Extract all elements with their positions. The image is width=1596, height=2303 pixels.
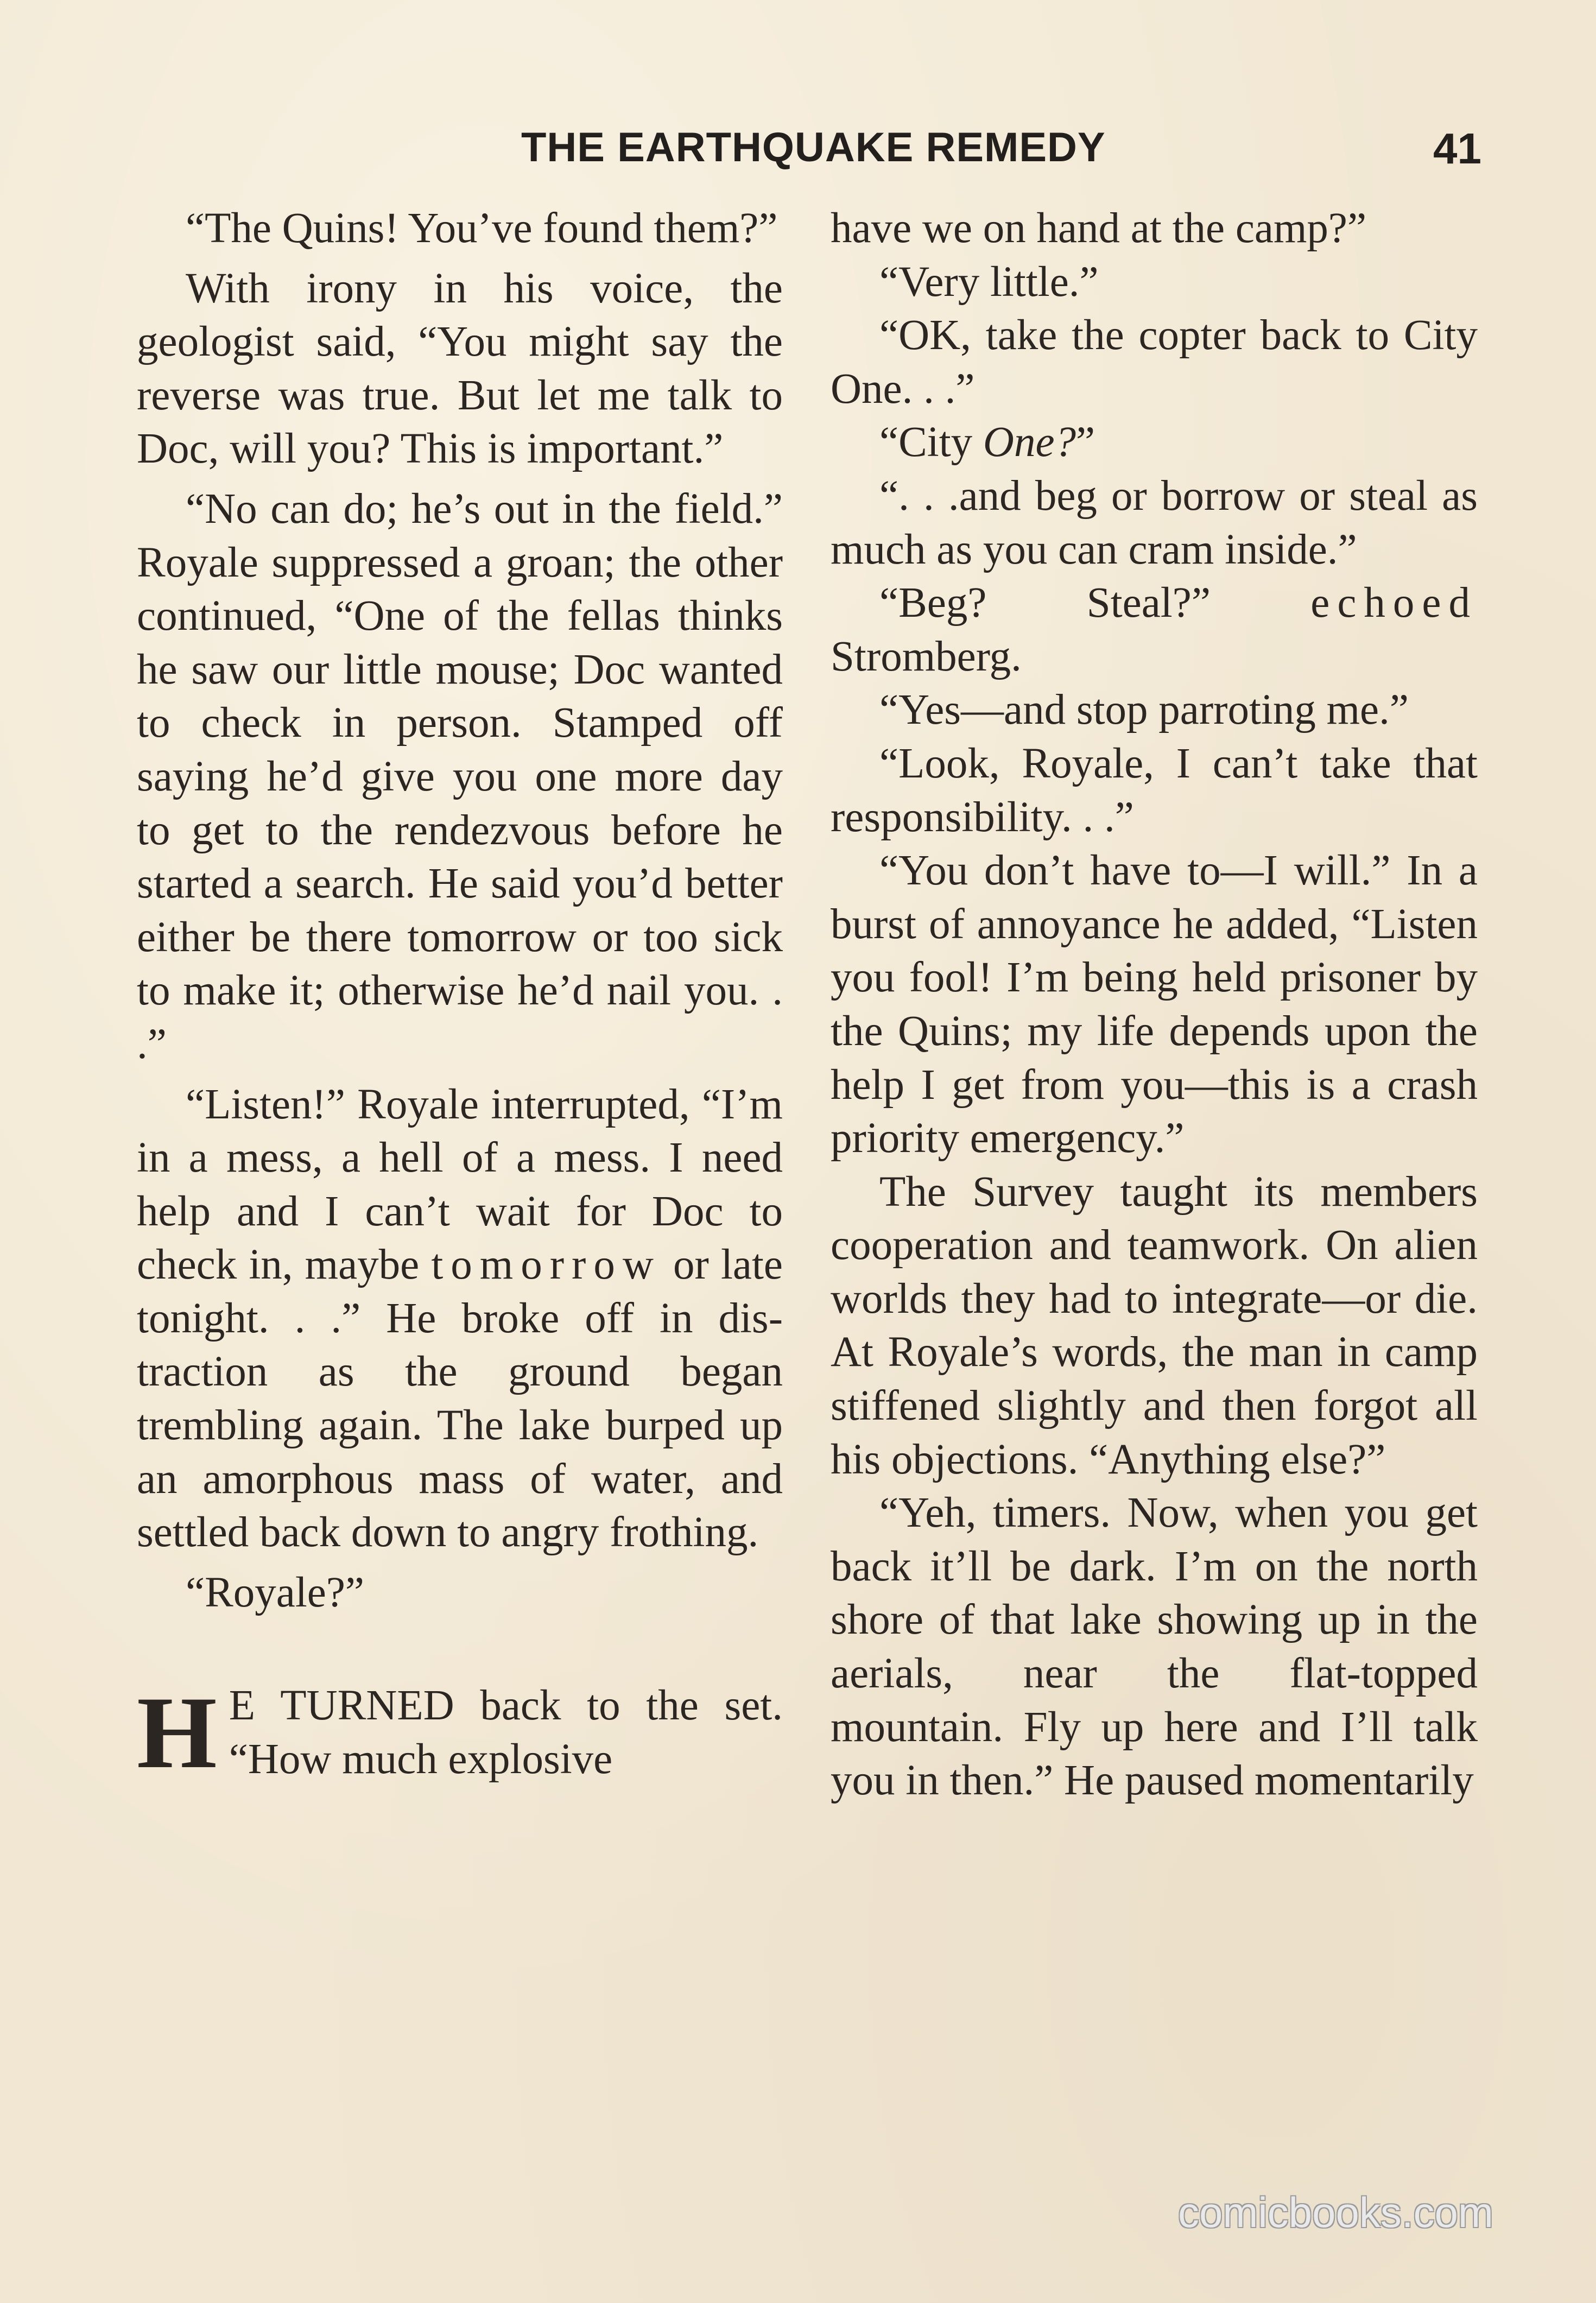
text-run: “City [879, 419, 983, 466]
paragraph [137, 1078, 783, 1560]
spaced-word: tomorrow [431, 1241, 661, 1289]
left-column [137, 202, 783, 1790]
paragraph: “Yes—and stop parroting me.” [879, 686, 1409, 734]
paragraph: The Survey taught its members cooperation and teamwork. On alien worlds they had to integrate—or die. At Royale’s words, the man in camp stiffened slightly and then forgot all his objections. “Anything else?” [831, 1168, 1478, 1483]
paragraph: “Very little.” [879, 258, 1099, 306]
spaced-word: echoed [1310, 579, 1478, 627]
lead-in-caps: E TURNED [229, 1682, 454, 1730]
paragraph: “OK, take the copter back to City One. . .” [831, 312, 1478, 413]
text-run: “Beg? Steal?” [879, 579, 1311, 627]
text-run: “Listen!” Royale interrupted, “I’m in a mess, a hell of a mess. I need help and I can’t wait for Doc to check in, maybe [137, 1080, 783, 1289]
italic-text: One? [983, 419, 1076, 466]
paragraph: “The Quins! You’ve found them?” [186, 205, 778, 252]
paragraph [831, 577, 1478, 684]
paragraph-continued: have we on hand at the camp?” [831, 205, 1367, 252]
paragraph: “. . .and beg or borrow or steal as much as you can cram inside.” [831, 472, 1478, 573]
paragraph: “Royale?” [186, 1568, 364, 1616]
paragraph: “Yeh, timers. Now, when you get back it’ll be dark. I’m on the north shore of that lake showing up in the aerials, near the flat-topped mountain. Fly up here and I’ll talk you in then.” He paused momentarily [831, 1489, 1478, 1805]
paragraph [831, 416, 1478, 470]
watermark-logo: comicbooks.com [1178, 2188, 1493, 2236]
paragraph: With irony in his voice, the geologist said, “You might say the reverse was true. But let me talk to Doc, will you? This is important.” [137, 264, 783, 473]
paragraph: “You don’t have to—I will.” In a burst of annoyance he added, “Listen you fool! I’m being held prisoner by the Quins; my life depends upon the help I get from you—this is a crash priority emergency.” [831, 847, 1478, 1162]
section-opening-paragraph [137, 1676, 783, 1790]
right-column [831, 202, 1478, 1808]
paragraph: “Look, Royale, I can’t take that responsibility. . .” [831, 739, 1478, 841]
page-header [0, 124, 1596, 184]
text-run: or late tonight. . .” He broke off in distraction as the ground began trembling again. The lake burped up an amorphous mass of water, and settled back down to angry frothing. [137, 1241, 783, 1557]
page-number: 41 [1433, 124, 1481, 173]
paragraph: “No can do; he’s out in the field.” Royale suppressed a groan; the other continued, “One of the fellas thinks he saw our little mouse; Doc wanted to check in person. Stamped off saying he’d give you one more day to get to the rendezvous before he started a search. He said you’d better either be there tomorrow or too sick to make it; otherwise he’d nail you. . .” [137, 485, 783, 1068]
running-title: THE EARTHQUAKE REMEDY [521, 124, 1106, 170]
text-run: back to the set. “How much explosive [229, 1682, 783, 1783]
text-run: Stromberg. [831, 632, 1022, 680]
drop-cap: H [137, 1676, 217, 1790]
text-run: ” [1076, 419, 1095, 466]
